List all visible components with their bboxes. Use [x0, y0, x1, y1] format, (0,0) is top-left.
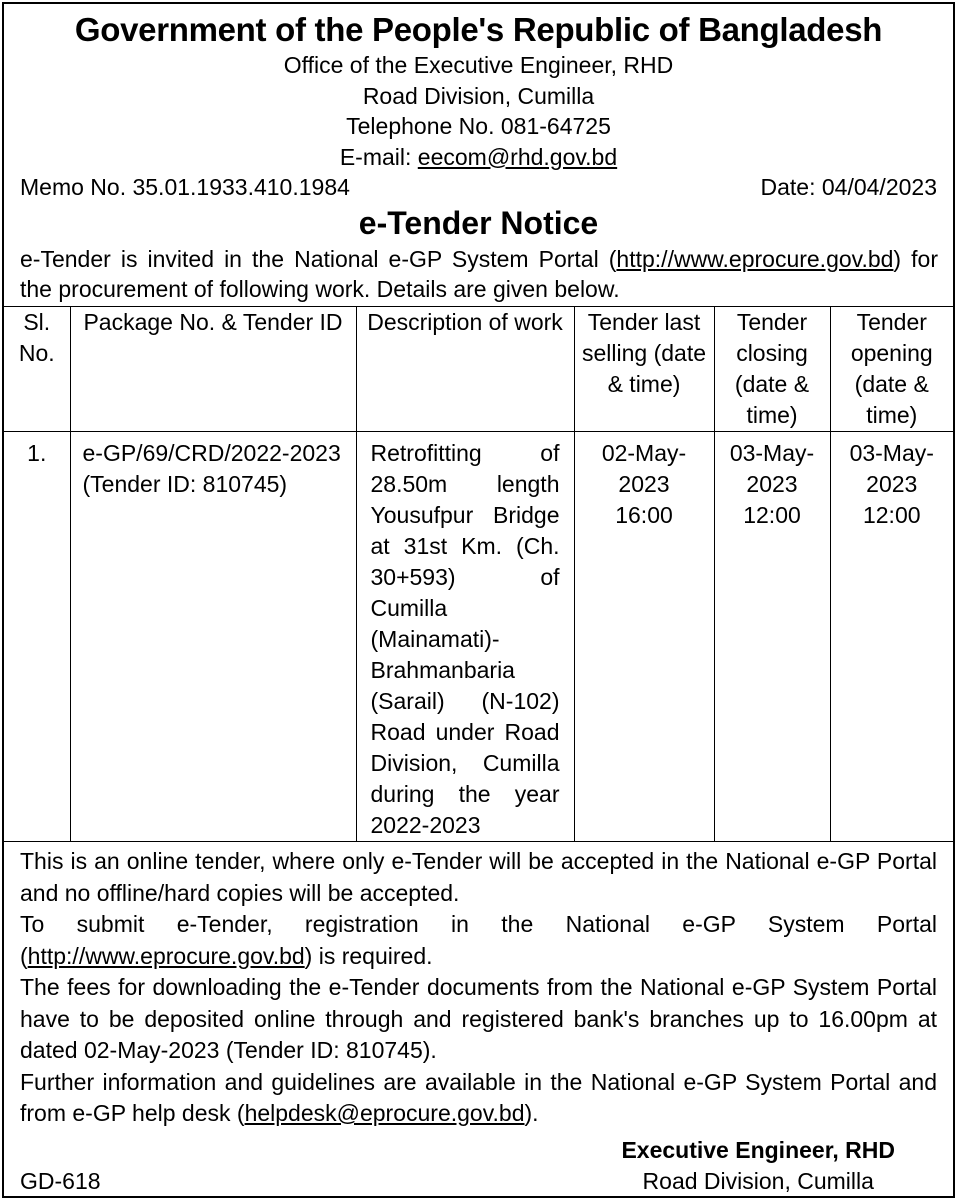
helpdesk-text: Further information and guidelines are available in the National e-GP System Portal and from e-GP help desk ( [20, 1068, 937, 1126]
office-name: Office of the Executive Engineer, RHD [283, 52, 674, 78]
col-selling: Tender last selling (date & time) [574, 307, 714, 432]
email-link[interactable]: eecom@rhd.gov.bd [417, 143, 618, 170]
selling-time: 16:00 [615, 502, 673, 528]
notice-title: e-Tender Notice [358, 205, 599, 241]
notice-footer [4, 842, 953, 1130]
closing-date: 03-May-2023 [729, 440, 815, 497]
helpdesk-note [20, 1067, 937, 1130]
registration-note-line2 [20, 941, 937, 973]
intro-text-1: e-Tender is invited in the National e-GP System Portal ( [20, 246, 617, 272]
closing-time: 12:00 [743, 502, 801, 528]
tender-notice [2, 2, 955, 1198]
opening-time: 12:00 [862, 502, 921, 528]
division-name: Road Division, Cumilla [362, 82, 595, 109]
col-description: Description of work [356, 307, 574, 432]
opening-date: 03-May-2023 [849, 440, 934, 497]
memo-date: Date: 04/04/2023 [760, 174, 937, 200]
signature-block [621, 1135, 895, 1197]
registration-note-end: ) is required. [304, 942, 433, 969]
col-sl: Sl. No. [4, 307, 70, 432]
helpdesk-end: ). [524, 1100, 539, 1126]
table-row [4, 432, 953, 842]
registration-note-line1: To submit e-Tender, registration in the National e-GP System Portal [20, 911, 937, 937]
signatory-title: Executive Engineer, RHD [621, 1137, 895, 1163]
paren-open: ( [20, 942, 28, 969]
col-closing: Tender closing (date & time) [714, 307, 830, 432]
selling-date: 02-May-2023 [601, 440, 687, 497]
tender-table [4, 306, 953, 842]
intro-paragraph [4, 244, 953, 304]
col-package: Package No. & Tender ID [70, 307, 356, 432]
fees-note: The fees for downloading the e-Tender documents from the National e-GP System Portal have to be deposited online through and registered bank's branches up to 16.00pm at dated 02-May-2023 (Tender ID: 810745). [20, 974, 937, 1063]
letterhead [4, 10, 953, 172]
gd-code: GD-618 [20, 1168, 101, 1194]
email-line [4, 142, 953, 173]
signatory-division: Road Division, Cumilla [642, 1168, 874, 1194]
table-header-row [4, 307, 953, 432]
memo-number: Memo No. 35.01.1933.410.1984 [20, 174, 350, 200]
government-title: Government of the People's Republic of Bangladesh [74, 11, 883, 48]
email-label: E-mail: [339, 143, 418, 170]
telephone: Telephone No. 081-64725 [346, 113, 611, 139]
row-description: Retrofitting of 28.50m length Yousufpur Bridge at 31st Km. (Ch. 30+593) of Cumilla (Mainamati)-Brahmanbaria (Sarail) (N-102) Road under Road Division, Cumilla during the year 2022-2023 [356, 432, 574, 842]
intro-text-2: ) for the procurement of following work. Details are given below. [20, 246, 938, 302]
online-tender-note: This is an online tender, where only e-Tender will be accepted in the National e-GP Portal and no offline/hard copies will be accepted. [20, 848, 937, 906]
row-sl: 1. [4, 432, 70, 842]
portal-link[interactable]: http://www.eprocure.gov.bd [616, 246, 894, 272]
helpdesk-email-link[interactable]: helpdesk@eprocure.gov.bd [244, 1100, 525, 1126]
row-package: e-GP/69/CRD/2022-2023 (Tender ID: 810745) [70, 432, 356, 842]
memo-row [4, 172, 953, 202]
row-selling [574, 432, 714, 842]
col-opening: Tender opening (date & time) [830, 307, 953, 432]
row-closing [714, 432, 830, 842]
registration-portal-link[interactable]: http://www.eprocure.gov.bd [27, 942, 305, 969]
row-opening [830, 432, 953, 842]
